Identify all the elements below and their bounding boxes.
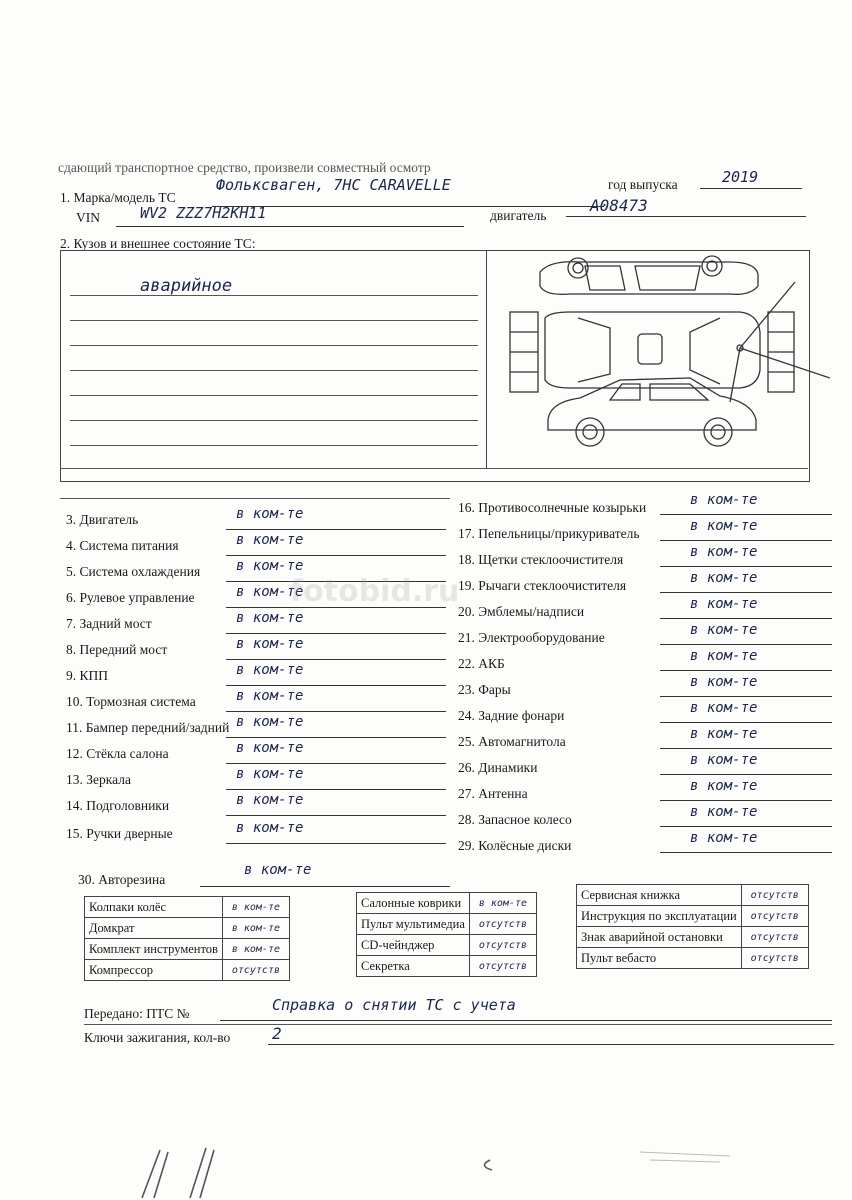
equipment-row xyxy=(357,914,537,935)
right-item-value: в ком-те xyxy=(690,752,758,768)
right-item-label: 28. Запасное колесо xyxy=(458,812,572,827)
left-item-value: в ком-те xyxy=(236,506,304,522)
right-item-label: 20. Эмблемы/надписи xyxy=(458,604,585,619)
right-item-value: в ком-те xyxy=(690,778,758,794)
right-item-value: в ком-те xyxy=(690,570,758,586)
equipment-label: Комплект инструментов xyxy=(85,939,223,960)
right-item-label: 21. Электрооборудование xyxy=(458,630,605,645)
equipment-label: Компрессор xyxy=(85,960,223,981)
equipment-value: отсутств xyxy=(469,914,536,935)
right-item-label: 29. Колёсные диски xyxy=(458,838,572,853)
right-item-value: в ком-те xyxy=(690,830,758,846)
right-item-label: 22. АКБ xyxy=(458,656,505,671)
equipment-label: Салонные коврики xyxy=(357,893,470,914)
tires-value: в ком-те xyxy=(244,862,312,878)
equipment-label: Сервисная книжка xyxy=(577,885,742,906)
right-item-label: 23. Фары xyxy=(458,682,511,697)
equipment-value: отсутств xyxy=(741,906,808,927)
equipment-label: Пульт вебасто xyxy=(577,948,742,969)
equipment-label: Знак аварийной остановки xyxy=(577,927,742,948)
left-item-value: в ком-те xyxy=(236,714,304,730)
header-fragment: сдающий транспортное средство, произвели совместный осмотр xyxy=(58,160,431,175)
equipment-row xyxy=(85,939,290,960)
right-item-value: в ком-те xyxy=(690,596,758,612)
equipment-table-2 xyxy=(356,892,537,977)
left-item-value: в ком-те xyxy=(236,820,304,836)
right-item-label: 27. Антенна xyxy=(458,786,528,801)
left-item-value: в ком-те xyxy=(236,662,304,678)
equipment-row xyxy=(85,960,290,981)
signature-marks-icon xyxy=(120,1140,740,1200)
engine-label: двигатель xyxy=(490,208,547,223)
left-item-label: 12. Стёкла салона xyxy=(66,746,169,761)
equipment-row xyxy=(357,956,537,977)
equipment-row xyxy=(577,948,809,969)
body-box-divider xyxy=(486,250,487,468)
vin-value: WV2 ZZZ7H2KH11 xyxy=(140,204,267,222)
right-item-value: в ком-те xyxy=(690,622,758,638)
equipment-label: Секретка xyxy=(357,956,470,977)
equipment-row xyxy=(577,927,809,948)
separator-line xyxy=(60,498,450,499)
equipment-value: отсутств xyxy=(469,935,536,956)
left-item-value: в ком-те xyxy=(236,740,304,756)
right-item-value: в ком-те xyxy=(690,518,758,534)
equipment-value: в ком-те xyxy=(469,893,536,914)
equipment-row xyxy=(357,893,537,914)
right-item-value: в ком-те xyxy=(690,544,758,560)
equipment-value: в ком-те xyxy=(222,939,289,960)
left-item-label: 11. Бампер передний/задний xyxy=(66,720,230,735)
passed-second-line xyxy=(84,1024,832,1025)
left-item-label: 8. Передний мост xyxy=(66,642,168,657)
equipment-value: в ком-те xyxy=(222,918,289,939)
body-lines xyxy=(70,262,478,446)
year-label: год выпуска xyxy=(608,177,678,192)
left-item-label: 10. Тормозная система xyxy=(66,694,196,709)
equipment-label: Колпаки колёс xyxy=(85,897,223,918)
left-item-value: в ком-те xyxy=(236,558,304,574)
equipment-row xyxy=(85,918,290,939)
keys-label: Ключи зажигания, кол-во xyxy=(84,1030,231,1045)
left-item-label: 3. Двигатель xyxy=(66,512,139,527)
passed-label: Передано: ПТС № xyxy=(84,1006,190,1021)
left-item-value: в ком-те xyxy=(236,532,304,548)
make-model-label: 1. Марка/модель ТС xyxy=(60,190,176,205)
right-item-value: в ком-те xyxy=(690,648,758,664)
tires-label: 30. Авторезина xyxy=(78,872,166,887)
right-item-value: в ком-те xyxy=(690,804,758,820)
left-item-value: в ком-те xyxy=(236,766,304,782)
left-item-value: в ком-те xyxy=(236,584,304,600)
keys-value: 2 xyxy=(272,1024,282,1043)
year-value: 2019 xyxy=(722,168,759,186)
watermark-text: fotobid.ru xyxy=(290,574,460,609)
left-item-label: 14. Подголовники xyxy=(66,798,170,813)
equipment-label: Инструкция по эксплуатации xyxy=(577,906,742,927)
equipment-value: отсутств xyxy=(741,885,808,906)
engine-value: A08473 xyxy=(590,196,648,215)
left-item-value: в ком-те xyxy=(236,610,304,626)
left-item-label: 15. Ручки дверные xyxy=(66,826,173,841)
keys-line xyxy=(268,1028,834,1045)
equipment-row xyxy=(357,935,537,956)
left-item-label: 13. Зеркала xyxy=(66,772,131,787)
left-item-label: 4. Система питания xyxy=(66,538,179,553)
right-item-label: 19. Рычаги стеклоочистителя xyxy=(458,578,627,593)
equipment-label: Пульт мультимедиа xyxy=(357,914,470,935)
right-item-label: 25. Автомагнитола xyxy=(458,734,566,749)
make-model-value: Фольксваген, 7НС CARAVELLE xyxy=(216,176,451,194)
equipment-value: отсутств xyxy=(741,927,808,948)
right-item-value: в ком-те xyxy=(690,700,758,716)
body-box-bottom xyxy=(60,468,808,469)
left-item-value: в ком-те xyxy=(236,792,304,808)
equipment-table-3 xyxy=(576,884,809,969)
left-item-value: в ком-те xyxy=(236,688,304,704)
equipment-label: Домкрат xyxy=(85,918,223,939)
equipment-value: в ком-те xyxy=(222,897,289,918)
left-item-label: 6. Рулевое управление xyxy=(66,590,195,605)
right-item-label: 26. Динамики xyxy=(458,760,538,775)
right-item-label: 18. Щетки стеклоочистителя xyxy=(458,552,624,567)
left-item-label: 7. Задний мост xyxy=(66,616,152,631)
equipment-row xyxy=(85,897,290,918)
car-diagram-icon xyxy=(490,252,830,466)
equipment-label: CD-чейнджер xyxy=(357,935,470,956)
right-item-value: в ком-те xyxy=(690,726,758,742)
right-item-label: 24. Задние фонари xyxy=(458,708,565,723)
vin-label: VIN xyxy=(76,210,100,225)
right-item-value: в ком-те xyxy=(690,674,758,690)
left-item-value: в ком-те xyxy=(236,636,304,652)
right-item-value: в ком-те xyxy=(690,492,758,508)
equipment-table-1 xyxy=(84,896,290,981)
right-item-label: 16. Противосолнечные козырьки xyxy=(458,500,647,515)
left-item-label: 5. Система охлаждения xyxy=(66,564,201,579)
equipment-value: отсутств xyxy=(469,956,536,977)
right-item-label: 17. Пепельницы/прикуриватель xyxy=(458,526,640,541)
equipment-row xyxy=(577,906,809,927)
body-label: 2. Кузов и внешнее состояние ТС: xyxy=(60,236,256,251)
equipment-value: отсутств xyxy=(741,948,808,969)
body-condition-value: аварийное xyxy=(140,276,233,296)
tires-line xyxy=(200,870,450,887)
left-item-label: 9. КПП xyxy=(66,668,109,683)
passed-value: Справка о снятии ТС с учета xyxy=(272,996,516,1014)
equipment-value: отсутств xyxy=(222,960,289,981)
equipment-row xyxy=(577,885,809,906)
